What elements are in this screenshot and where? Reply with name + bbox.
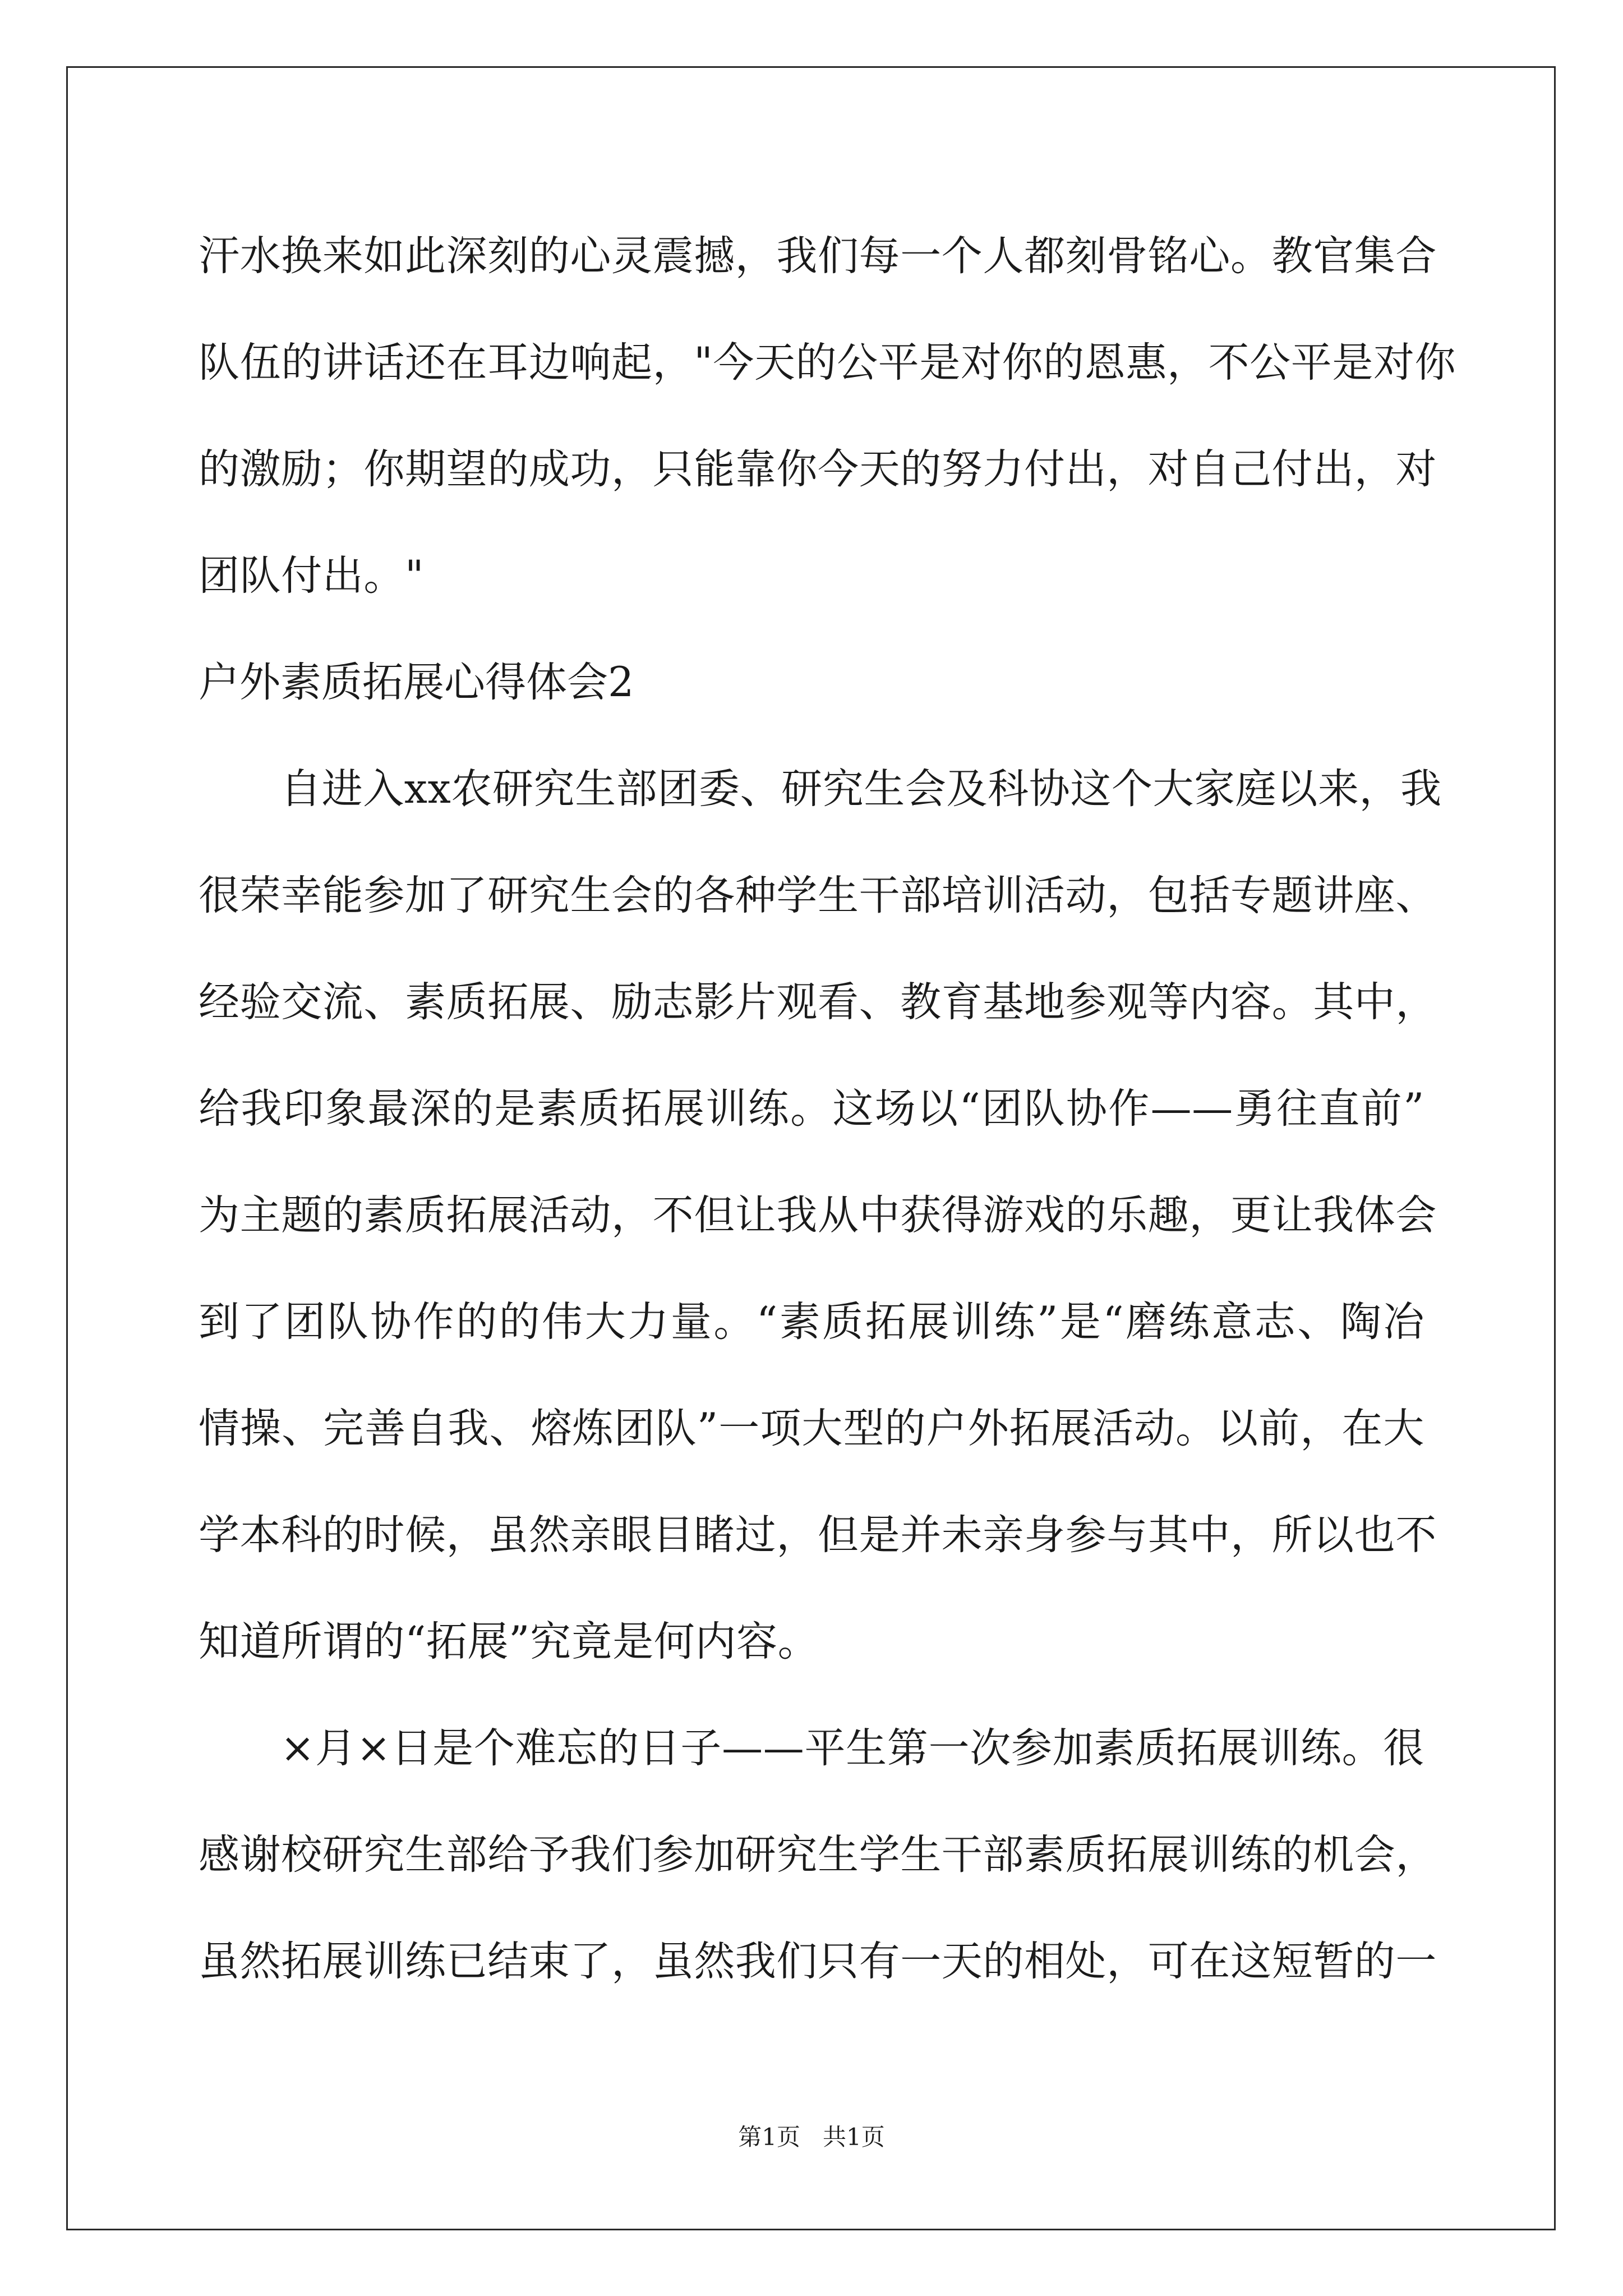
text-line: 学本科的时候，虽然亲眼目睹过，但是并未亲身参与其中，所以也不: [199, 1511, 1437, 1559]
text-line: 知道所谓的“拓展”究竟是何内容。: [199, 1618, 819, 1665]
text-line: 情操、完善自我、熔炼团队”一项大型的户外拓展活动。以前，在大: [199, 1405, 1424, 1452]
document-body: [199, 203, 1456, 2015]
text-line: 很荣幸能参加了研究生会的各种学生干部培训活动，包括专题讲座、: [199, 872, 1437, 919]
text-line: 为主题的素质拓展活动，不但让我从中获得游戏的乐趣，更让我体会: [199, 1191, 1437, 1239]
section-heading: 户外素质拓展心得体会2: [199, 659, 634, 706]
text-line: 队伍的讲话还在耳边响起，"今天的公平是对你的恩惠，不公平是对你: [199, 339, 1456, 386]
text-line: 给我印象最深的是素质拓展训练。这场以“团队协作——勇往直前”: [199, 1085, 1424, 1133]
text-line: 经验交流、素质拓展、励志影片观看、教育基地参观等内容。其中，: [199, 978, 1437, 1026]
text-line: 感谢校研究生部给予我们参加研究生学生干部素质拓展训练的机会，: [199, 1831, 1437, 1879]
text-line: 汗水换来如此深刻的心灵震撼，我们每一个人都刻骨铭心。教官集合: [199, 232, 1437, 280]
paragraph-3: [199, 1695, 1437, 2015]
paragraph-1: [199, 203, 1456, 629]
text-line: 虽然拓展训练已结束了，虽然我们只有一天的相处，可在这短暂的一: [199, 1938, 1437, 1985]
page-number: 第1页: [738, 2123, 800, 2151]
text-line: 的激励；你期望的成功，只能靠你今天的努力付出，对自己付出，对: [199, 445, 1437, 493]
page-total: 共1页: [823, 2123, 885, 2151]
text-line: 团队付出。": [199, 552, 425, 600]
text-line: ×月×日是个难忘的日子——平生第一次参加素质拓展训练。很: [280, 1724, 1424, 1772]
text-line: 自进入xx农研究生部团委、研究生会及科协这个大家庭以来，我: [280, 765, 1442, 813]
page-footer: [0, 2120, 1623, 2154]
paragraph-2: [199, 736, 1442, 1695]
text-line: 到了团队协作的的伟大力量。“素质拓展训练”是“磨练意志、陶冶: [199, 1298, 1424, 1346]
